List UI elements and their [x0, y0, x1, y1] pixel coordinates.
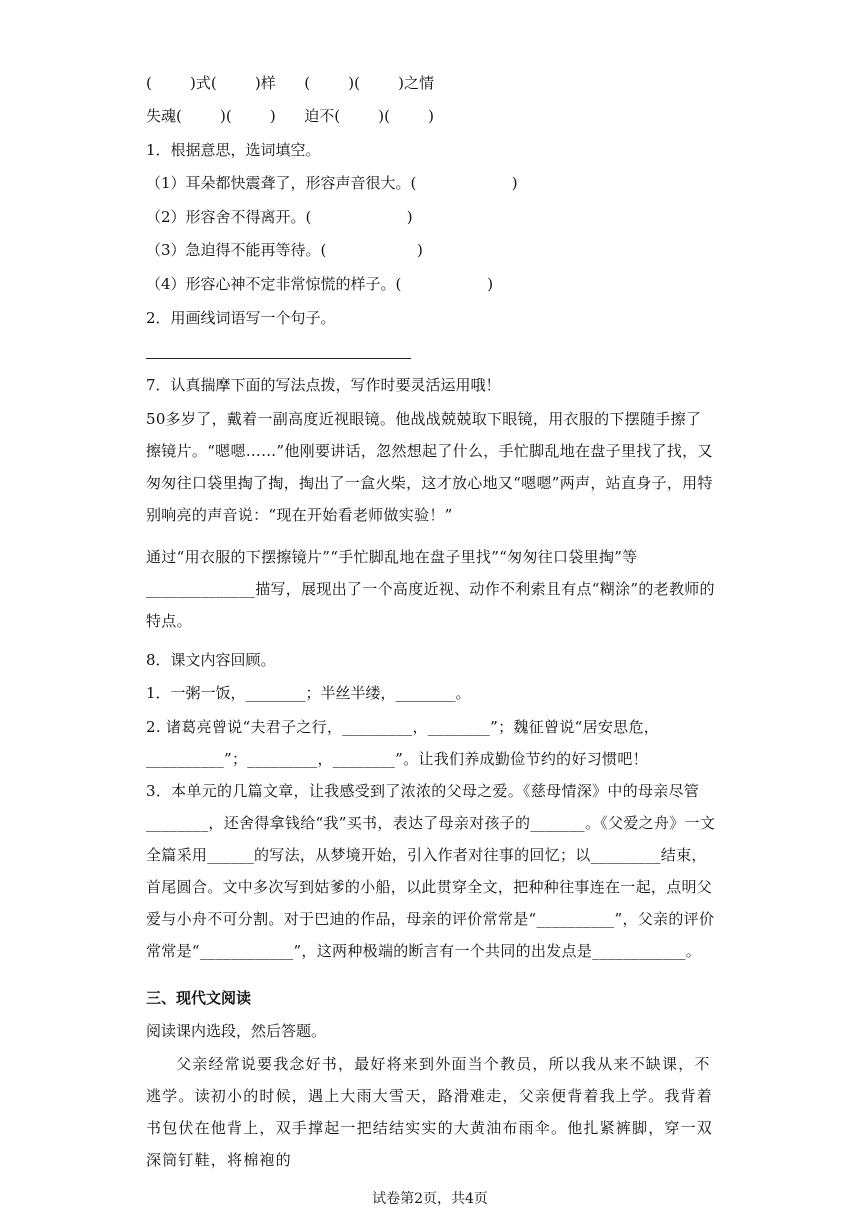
idiom-blanks-row-2: 失魂( )( ) 迫不( )( )	[146, 107, 435, 125]
section-7-question: 通过“用衣服的下摆擦镜片”“手忙脚乱地在盘子里找”“匆匆往口袋里掏”等______________描写，展现出了一个高度近视、动作不利索且有点“糊涂”的老教师的特点。	[146, 548, 715, 630]
section-8-item-1: 1．一粥一饭，________；半丝半缕，________。	[146, 684, 471, 702]
q1-item-3: （3）急迫得不能再等待。( )	[146, 241, 423, 259]
answer-line	[146, 358, 411, 359]
section-3-title: 三、现代文阅读	[146, 989, 252, 1007]
section-8-title: 8．课文内容回顾。	[146, 651, 276, 669]
section-3-intro: 阅读课内选段，然后答题。	[146, 1022, 327, 1040]
q1-item-2: （2）形容舍不得离开。( )	[146, 208, 413, 226]
reading-passage: 父亲经常说要我念好书，最好将来到外面当个教员，所以我从来不缺课，不逃学。读初小的时候，遇上大雨大雪天，路滑难走，父亲便背着我上学。我背着书包伏在他背上，双手撑起一把结结实实的大黄油布雨伞。他扎紧裤脚，穿一双深筒钉鞋，将棉袍的	[146, 1055, 714, 1169]
section-7-text: 50多岁了，戴着一副高度近视眼镜。他战战兢兢取下眼镜，用衣服的下摆随手擦了擦镜片。“嗯嗯……”他刚要讲话，忽然想起了什么，手忙脚乱地在盘子里找了找，又匆匆往口袋里掏了掏，掏出了一盒火柴，这才放心地又“嗯嗯”两声，站直身子，用特别响亮的声音说：“现在开始看老师做实验！”	[146, 410, 713, 524]
q1-item-1: （1）耳朵都快震聋了，形容声音很大。( )	[146, 174, 518, 192]
section-8-item-3: 3．本单元的几篇文章，让我感受到了浓浓的父母之爱。《慈母情深》中的母亲尽管________，还舍得拿钱给“我”买书，表达了母亲对孩子的_______。《父爱之舟》一文全篇采用______的写法，从梦境开始，引入作者对往事的回忆；以_________结束，首尾圆合。文中多次写到姑爹的小船，以此贯穿全文，把种种往事连在一起，点明父爱与小舟不可分割。对于巴迪的作品，母亲的评价常常是“__________”，父亲的评价常常是“____________”，这两种极端的断言有一个共同的出发点是____________。	[146, 782, 716, 960]
page-footer: 试卷第2页，共4页	[372, 1191, 488, 1207]
q1-title: 1．根据意思，选词填空。	[146, 141, 321, 159]
section-7-title: 7．认真揣摩下面的写法点拨，写作时要灵活运用哦！	[146, 376, 501, 394]
section-8-item-2: 2. 诸葛亮曾说“夫君子之行，_________，________”；魏征曾说“居安思危，__________”；_________，________”。让我们养成勤俭节约的好习惯吧！	[146, 718, 660, 768]
idiom-blanks-row-1: ( )式( )样 ( )( )之情	[146, 74, 435, 92]
q1-item-4: （4）形容心神不定非常惊慌的样子。( )	[146, 275, 494, 293]
q2-title: 2．用画线词语写一个句子。	[146, 309, 336, 327]
